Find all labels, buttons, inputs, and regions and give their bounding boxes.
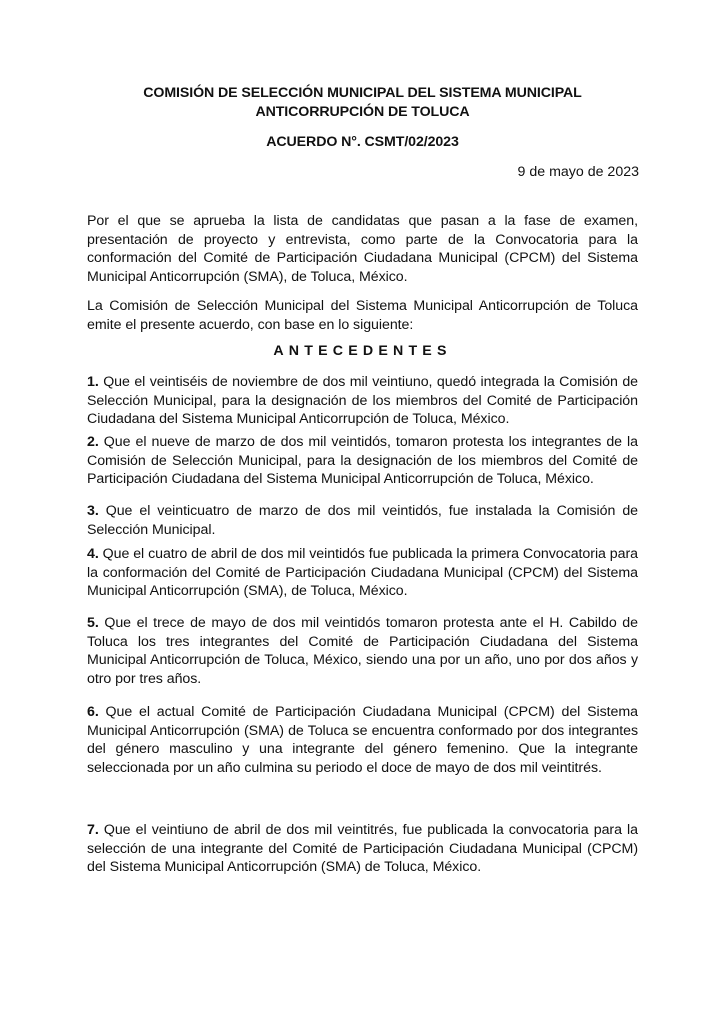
document-title: COMISIÓN DE SELECCIÓN MUNICIPAL DEL SISTEMA MUNICIPAL ANTICORRUPCIÓN DE TOLUCA [143, 85, 582, 120]
list-item-1 [87, 373, 638, 429]
item-text: Que el cuatro de abril de dos mil veintidós fue publicada la primera Convocatoria para la conformación del Comité de Participación Ciudadana Municipal (CPCM) del Sistema Municipal Anticorrupción (SMA), de Toluca, México. [87, 546, 638, 599]
intro-paragraph-1: Por el que se aprueba la lista de candidatas que pasan a la fase de examen, presentación de proyecto y entrevista, como parte de la Convocatoria para la conformación del Comité de Participación Ciudadana Municipal (CPCM) del Sistema Municipal Anticorrupción (SMA), de Toluca, México. [87, 213, 638, 285]
item-text: Que el nueve de marzo de dos mil veintidós, tomaron protesta los integrantes de la Comisión de Selección Municipal, para la designación de los miembros del Comité de Participación Ciudadana del Sistema Municipal Anticorrupción de Toluca, México. [87, 434, 638, 487]
list-item-7 [87, 821, 638, 877]
item-number: 5. [87, 615, 99, 631]
item-number: 3. [87, 503, 99, 519]
list-item-6 [87, 703, 638, 777]
item-number: 4. [87, 546, 99, 562]
list-item-5 [87, 614, 638, 688]
item-number: 7. [87, 822, 99, 838]
intro-paragraph-2: La Comisión de Selección Municipal del Sistema Municipal Anticorrupción de Toluca emite el presente acuerdo, con base en lo siguiente: [87, 298, 638, 333]
item-text: Que el actual Comité de Participación Ciudadana Municipal (CPCM) del Sistema Municipal Anticorrupción (SMA) de Toluca se encuentra conformado por dos integrantes del género masculino y una integrante del género femenino. Que la integrante seleccionada por un año culmina su periodo el doce de mayo de dos mil veintitrés. [87, 704, 638, 776]
item-text: Que el veinticuatro de marzo de dos mil veintidós, fue instalada la Comisión de Selección Municipal. [87, 503, 638, 538]
item-number: 2. [87, 434, 99, 450]
item-text: Que el veintiséis de noviembre de dos mil veintiuno, quedó integrada la Comisión de Selección Municipal, para la designación de los miembros del Comité de Participación Ciudadana del Sistema Municipal Anticorrupción de Toluca, México. [87, 374, 638, 427]
item-number: 6. [87, 704, 99, 720]
item-text: Que el veintiuno de abril de dos mil veintitrés, fue publicada la convocatoria para la selección de una integrante del Comité de Participación Ciudadana Municipal (CPCM) del Sistema Municipal Anticorrupción (SMA) de Toluca, México. [87, 822, 638, 875]
section-title-antecedentes: ANTECEDENTES [273, 343, 452, 359]
list-item-2 [87, 433, 638, 489]
document-date: 9 de mayo de 2023 [517, 164, 639, 180]
list-item-3 [87, 502, 638, 539]
item-number: 1. [87, 374, 99, 390]
item-text: Que el trece de mayo de dos mil veintidós tomaron protesta ante el H. Cabildo de Toluca los tres integrantes del Comité de Participación Ciudadana del Sistema Municipal Anticorrupción de Toluca, México, siendo una por un año, uno por dos años y otro por tres años. [87, 615, 638, 687]
list-item-4 [87, 545, 638, 601]
agreement-number: ACUERDO N°. CSMT/02/2023 [266, 134, 459, 150]
